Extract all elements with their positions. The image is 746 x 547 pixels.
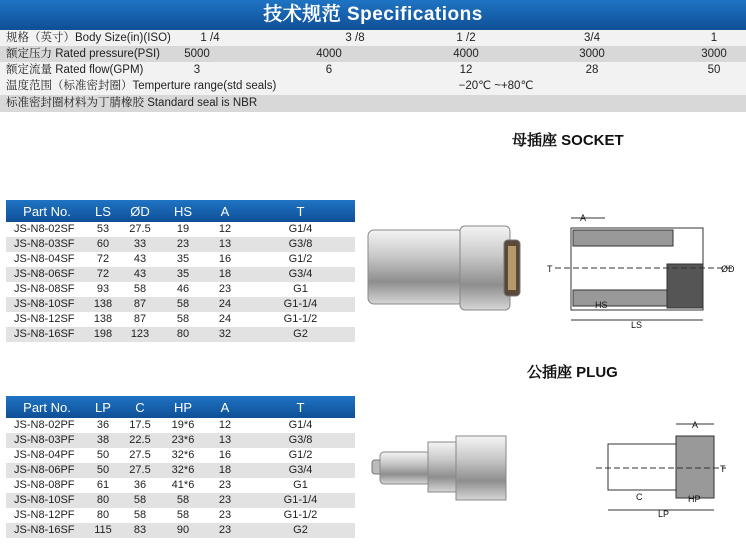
spec-row-temperature [0,78,746,95]
table-cell: 38 [88,433,118,448]
table-cell: 80 [96,509,110,521]
table-cell: 24 [204,297,246,312]
table-cell: G1/4 [288,223,313,235]
part-number-cell: JS-N8-12PF [14,509,75,521]
table-cell: 58 [176,509,190,521]
spec-header [0,0,746,30]
part-number-cell: JS-N8-16SF [6,327,88,342]
table-cell: 23 [204,493,246,508]
table-cell: 23 [218,479,232,491]
plug-diagram-label-a: A [692,420,699,430]
table-cell: 13 [204,433,246,448]
spec-label: 温度范围（标准密封圈）Temperture range(std seals) [6,80,277,92]
table-row [6,327,355,342]
socket-diagram-label-hs: HS [595,300,608,310]
table-row [6,523,355,538]
table-cell: G3/4 [246,463,355,478]
table-row [6,282,355,297]
table-row [6,267,355,282]
part-number-cell: JS-N8-04PF [14,449,75,461]
table-cell: 58 [118,493,162,508]
table-cell: 23 [204,523,246,538]
table-cell: 60 [88,237,118,252]
part-number-cell: JS-N8-16SF [6,523,88,538]
socket-diagram-label-a: A [580,213,587,223]
table-cell: 87 [118,297,162,312]
plug-diagram-label-lp: LP [658,509,670,518]
part-number-cell: JS-N8-08PF [14,479,75,491]
table-row [6,493,355,508]
part-number-cell: JS-N8-03PF [6,433,88,448]
part-number-cell: JS-N8-06PF [6,463,88,478]
table-cell: 13 [204,237,246,252]
column-header: HP [162,396,204,418]
socket-diagram-label-d: ØD [721,264,735,274]
socket-diagram [545,210,745,330]
part-number-cell: JS-N8-10SF [6,297,88,312]
table-cell: 27.5 [129,449,151,461]
table-cell: G1 [293,283,308,295]
table-cell: 23 [162,237,204,252]
spec-value: 1 /4 [200,32,220,44]
part-number-cell: JS-N8-04SF [14,253,75,265]
table-cell: 18 [204,463,246,478]
table-cell: 22.5 [118,433,162,448]
part-number-cell: JS-N8-06SF [6,267,88,282]
table-cell: G1 [293,479,308,491]
table-cell: 32*6 [171,449,195,461]
table-cell: G1/2 [288,449,313,461]
spec-value: 12 [459,64,473,76]
spec-value: 3 [193,64,201,76]
socket-photo [364,222,524,318]
spec-label: 规格（英寸）Body Size(in)(ISO) [6,32,171,44]
spec-label: 额定流量 Rated flow(GPM) [6,64,144,76]
table-cell: 41*6 [171,479,195,491]
spec-table [0,30,746,112]
table-cell: 18 [204,267,246,282]
table-cell: 32 [204,327,246,342]
socket-table-body [6,222,355,342]
table-cell: 19*6 [171,419,195,431]
table-cell: G1-1/4 [246,493,355,508]
table-cell: 61 [96,479,110,491]
spec-value: 3000 [701,48,727,60]
table-cell: 24 [218,313,232,325]
part-number-cell: JS-N8-08SF [14,283,75,295]
table-cell: G2 [246,523,355,538]
table-cell: 46 [176,283,190,295]
table-cell: 80 [162,327,204,342]
plug-diagram-label-c: C [636,492,643,502]
spec-label: 额定压力 Rated pressure(PSI) [6,48,161,60]
socket-table [6,200,355,342]
spec-value: 3/4 [584,32,600,44]
spec-title: 技术规范 Specifications [263,4,483,25]
table-row [6,237,355,252]
table-row [6,418,355,433]
table-cell: 12 [218,419,232,431]
table-cell: G3/8 [246,433,355,448]
table-row [6,508,355,523]
table-cell: 32*6 [162,463,204,478]
spec-row-size [0,30,746,46]
spec-value: 28 [585,64,599,76]
table-cell: 83 [118,523,162,538]
column-header: Part No. [6,200,88,222]
table-cell: 115 [88,523,118,538]
table-cell: 50 [96,449,110,461]
spec-value: 4000 [316,48,342,60]
table-cell: 58 [162,493,204,508]
table-cell: 36 [133,479,147,491]
table-cell: 138 [93,313,113,325]
table-cell: 23 [218,283,232,295]
table-cell: 58 [133,283,147,295]
spec-value: 5000 [184,48,210,60]
part-number-cell: JS-N8-03SF [6,237,88,252]
table-cell: 16 [218,449,232,461]
table-cell: G1-1/4 [246,297,355,312]
table-cell: 43 [133,253,147,265]
table-row [6,222,355,237]
spec-value: 3 /8 [345,32,365,44]
table-cell: 123 [118,327,162,342]
spec-row-flow [0,62,746,78]
plug-title: 公插座 PLUG [527,364,618,381]
spec-row-pressure [0,46,746,62]
table-cell: 72 [88,267,118,282]
spec-label: 标准密封圈材料为丁腈橡胶 Standard seal is NBR [6,97,258,109]
table-cell: 27.5 [129,223,151,235]
plug-diagram-label-t: T [720,464,726,474]
table-cell: 80 [88,493,118,508]
part-number-cell: JS-N8-02SF [14,223,75,235]
table-cell: 43 [118,267,162,282]
spec-value: 1 [710,32,718,44]
column-header: T [246,200,355,222]
table-cell: 33 [118,237,162,252]
spec-row-seal [0,95,746,112]
column-header: LS [88,200,118,222]
table-header-row [6,200,355,222]
table-cell: 93 [96,283,110,295]
column-header: T [246,396,355,418]
table-cell: 58 [133,509,147,521]
table-cell: 23*6 [162,433,204,448]
table-cell: G1-1/2 [283,509,318,521]
table-cell: 36 [96,419,110,431]
plug-table [6,396,355,538]
part-number-cell: JS-N8-12SF [14,313,75,325]
table-cell: 19 [176,223,190,235]
spec-value: 50 [707,64,721,76]
table-cell: 17.5 [129,419,151,431]
plug-diagram-label-hp: HP [688,494,701,504]
spec-value: 6 [325,64,333,76]
table-row [6,312,355,327]
column-header: A [204,396,246,418]
table-cell: 138 [88,297,118,312]
table-cell: G1/4 [288,419,313,431]
table-row [6,252,355,267]
table-cell: 87 [133,313,147,325]
table-cell: 53 [96,223,110,235]
part-number-cell: JS-N8-02PF [14,419,75,431]
table-row [6,448,355,463]
table-cell: 35 [162,267,204,282]
spec-value: −20℃ ~+80℃ [458,80,534,92]
table-cell: 58 [176,313,190,325]
table-cell: G2 [246,327,355,342]
column-header: C [118,396,162,418]
table-cell: 58 [162,297,204,312]
table-row [6,297,355,312]
socket-diagram-label-t: T [547,264,553,274]
table-cell: 12 [218,223,232,235]
column-header: ØD [118,200,162,222]
column-header: A [204,200,246,222]
column-header: Part No. [6,396,88,418]
table-cell: 16 [218,253,232,265]
table-cell: G1/2 [288,253,313,265]
table-row [6,478,355,493]
table-cell: 198 [88,327,118,342]
part-number-cell: JS-N8-10SF [6,493,88,508]
table-cell: 35 [176,253,190,265]
table-header-row [6,396,355,418]
table-cell: 23 [218,509,232,521]
socket-title: 母插座 SOCKET [512,132,624,149]
plug-diagram [596,414,736,518]
table-cell: G3/4 [246,267,355,282]
table-row [6,433,355,448]
table-cell: G3/8 [246,237,355,252]
table-cell: 72 [96,253,110,265]
table-cell: 50 [88,463,118,478]
spec-value: 4000 [453,48,479,60]
plug-photo [370,430,510,512]
column-header: HS [162,200,204,222]
table-cell: 90 [162,523,204,538]
table-cell: G1-1/2 [283,313,318,325]
table-cell: 27.5 [118,463,162,478]
socket-diagram-label-ls: LS [631,320,643,330]
spec-value: 1 /2 [456,32,476,44]
column-header: LP [88,396,118,418]
spec-value: 3000 [579,48,605,60]
table-row [6,463,355,478]
plug-table-body [6,418,355,538]
